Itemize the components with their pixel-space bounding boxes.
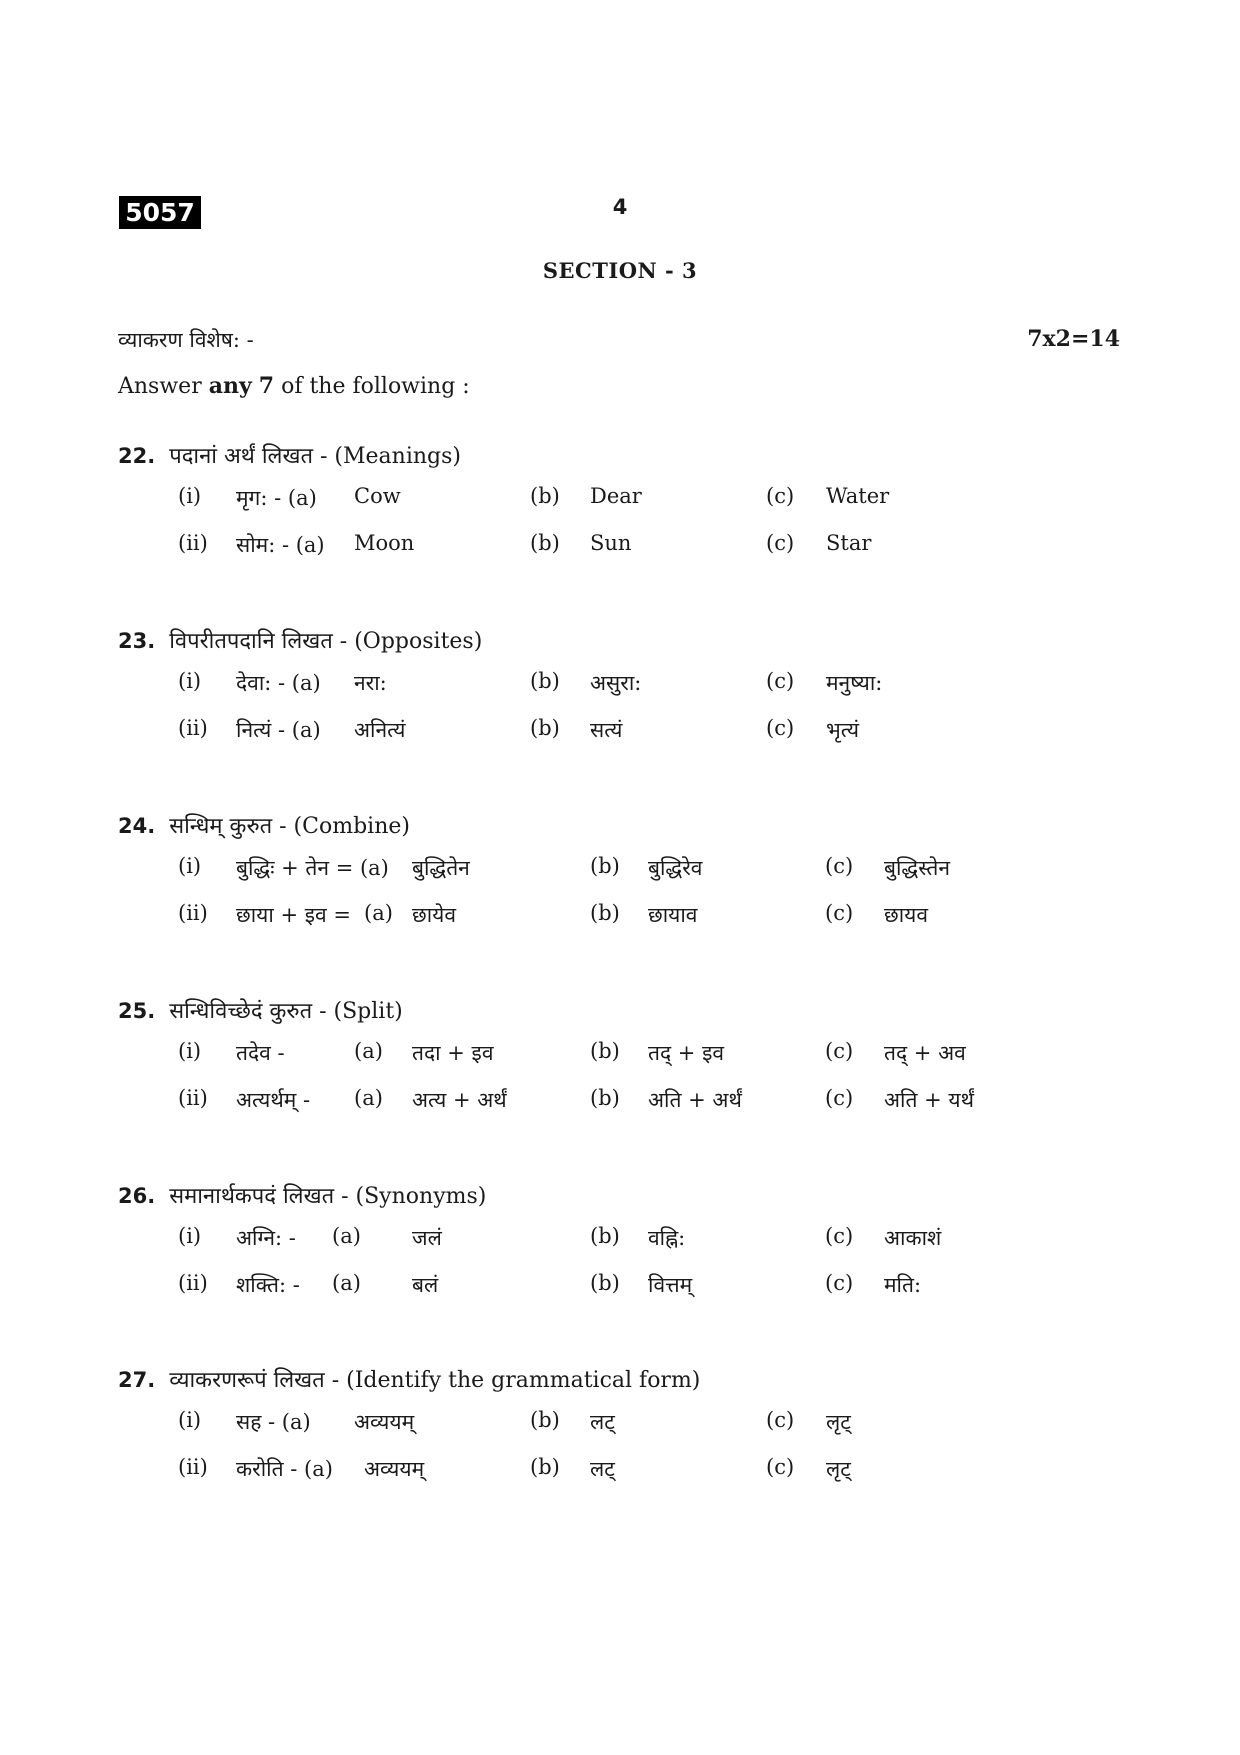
option-a-label: (a) (354, 1086, 383, 1110)
item-number: (i) (178, 484, 202, 508)
option-c-text: आकाशं (884, 1226, 942, 1250)
question-heading (118, 1364, 700, 1394)
question-title: व्याकरणरूपं लिखत - (Identify the grammatical form) (169, 1368, 701, 1393)
option-b-label: (b) (530, 1408, 560, 1432)
option-b-text: बुद्धिरेव (648, 856, 703, 880)
item-number: (i) (178, 1224, 202, 1248)
option-b-label: (b) (530, 1455, 560, 1479)
option-b-label: (b) (530, 531, 560, 555)
option-c-label: (c) (766, 1408, 795, 1432)
instruction-bold-count: 7 (258, 373, 275, 399)
option-a-text: अत्य + अर्थं (412, 1088, 507, 1112)
question-heading (118, 1180, 486, 1210)
option-a-label: (a) (354, 1039, 383, 1063)
option-c-text: अति + यर्थं (884, 1088, 974, 1112)
item-word: अत्यर्थम् - (236, 1088, 311, 1112)
instruction-bold-any: any (208, 373, 252, 399)
item-word: शक्ति: - (236, 1273, 300, 1297)
option-c-text: मति: (884, 1273, 922, 1297)
item-word: छाया + इव = (236, 903, 351, 927)
question-number: 27. (118, 1368, 156, 1392)
item-word: बुद्धिः + तेन = (a) (236, 856, 389, 880)
item-number: (ii) (178, 1455, 208, 1479)
question-number: 23. (118, 629, 156, 653)
item-word: करोति - (a) (236, 1457, 333, 1481)
question-item (0, 901, 1240, 931)
item-number: (i) (178, 1039, 202, 1063)
option-b-label: (b) (590, 1271, 620, 1295)
option-b-text: सत्यं (590, 718, 623, 742)
option-c-text: मनुष्या: (826, 671, 883, 695)
option-a-text: छायेव (412, 903, 457, 927)
item-word: सह - (a) (236, 1410, 311, 1434)
option-b-label: (b) (590, 1039, 620, 1063)
option-c-label: (c) (825, 1224, 854, 1248)
marks-label: 7x2=14 (1027, 326, 1120, 352)
option-c-text: Star (826, 531, 872, 555)
option-b-label: (b) (590, 901, 620, 925)
option-b-label: (b) (530, 484, 560, 508)
question-item (0, 854, 1240, 884)
option-c-label: (c) (825, 854, 854, 878)
question-26 (0, 1180, 1240, 1330)
question-heading (118, 625, 482, 655)
option-b-text: Sun (590, 531, 632, 555)
item-word: अग्नि: - (236, 1226, 296, 1250)
option-a-text: Moon (354, 531, 415, 555)
item-number: (i) (178, 1408, 202, 1432)
item-number: (ii) (178, 1086, 208, 1110)
option-a-text: अव्ययम् (364, 1457, 425, 1481)
option-c-text: तद् + अव (884, 1041, 966, 1065)
option-a-text: तदा + इव (412, 1041, 494, 1065)
option-c-label: (c) (825, 1086, 854, 1110)
item-word: मृग: - (a) (236, 486, 317, 510)
option-c-label: (c) (766, 1455, 795, 1479)
question-title: सन्धिविच्छेदं कुरुत - (Split) (169, 999, 403, 1024)
item-number: (ii) (178, 901, 208, 925)
option-a-text: Cow (354, 484, 401, 508)
page-number: 4 (612, 195, 628, 219)
item-number: (i) (178, 669, 202, 693)
option-b-label: (b) (590, 1086, 620, 1110)
option-a-text: अव्ययम् (354, 1410, 415, 1434)
option-b-text: अति + अर्थं (648, 1088, 742, 1112)
option-a-text: अनित्यं (354, 718, 406, 742)
option-c-text: Water (826, 484, 890, 508)
option-c-text: बुद्धिस्तेन (884, 856, 951, 880)
option-b-label: (b) (590, 854, 620, 878)
question-number: 24. (118, 814, 156, 838)
item-word: देवा: - (a) (236, 671, 321, 695)
question-23 (0, 625, 1240, 775)
instruction (118, 373, 470, 399)
question-heading (118, 810, 410, 840)
question-22 (0, 440, 1240, 590)
instruction-suffix: of the following : (281, 374, 470, 399)
item-number: (ii) (178, 716, 208, 740)
item-number: (i) (178, 854, 202, 878)
question-27 (0, 1364, 1240, 1514)
item-number: (ii) (178, 531, 208, 555)
option-a-text: जलं (412, 1226, 442, 1250)
option-b-label: (b) (530, 669, 560, 693)
question-item (0, 669, 1240, 699)
item-number: (ii) (178, 1271, 208, 1295)
option-c-label: (c) (766, 531, 795, 555)
option-a-text: नरा: (354, 671, 387, 695)
option-b-text: Dear (590, 484, 642, 508)
option-c-label: (c) (766, 716, 795, 740)
subject-heading: व्याकरण विशेष: - (118, 328, 254, 352)
question-item (0, 531, 1240, 561)
option-c-text: लृट् (826, 1457, 851, 1481)
question-24 (0, 810, 1240, 960)
question-item (0, 484, 1240, 514)
option-c-label: (c) (825, 1039, 854, 1063)
option-c-text: छायव (884, 903, 929, 927)
item-word: नित्यं - (a) (236, 718, 321, 742)
option-c-text: भृत्यं (826, 718, 860, 742)
option-a-label: (a) (364, 901, 393, 925)
question-25 (0, 995, 1240, 1145)
option-b-text: वह्नि: (648, 1226, 686, 1250)
question-item (0, 1408, 1240, 1438)
question-title: विपरीतपदानि लिखत - (Opposites) (169, 629, 483, 654)
option-c-text: लृट् (826, 1410, 851, 1434)
option-a-label: (a) (332, 1224, 361, 1248)
option-a-label: (a) (332, 1271, 361, 1295)
question-title: सन्धिम् कुरुत - (Combine) (169, 814, 410, 839)
paper-code: 5057 (119, 196, 201, 229)
option-b-text: लट् (590, 1457, 615, 1481)
option-a-text: बुद्धितेन (412, 856, 470, 880)
question-title: समानार्थकपदं लिखत - (Synonyms) (169, 1184, 487, 1209)
instruction-prefix: Answer (118, 374, 202, 399)
item-word: सोम: - (a) (236, 533, 325, 557)
option-b-text: लट् (590, 1410, 615, 1434)
option-c-label: (c) (825, 901, 854, 925)
question-item (0, 716, 1240, 746)
question-heading (118, 440, 461, 470)
option-a-text: बलं (412, 1273, 439, 1297)
question-heading (118, 995, 403, 1025)
question-item (0, 1086, 1240, 1116)
section-title: SECTION - 3 (542, 258, 698, 283)
option-b-label: (b) (530, 716, 560, 740)
question-number: 25. (118, 999, 156, 1023)
question-title: पदानां अर्थं लिखत - (Meanings) (169, 444, 461, 469)
question-number: 22. (118, 444, 156, 468)
question-item (0, 1224, 1240, 1254)
question-item (0, 1271, 1240, 1301)
question-item (0, 1455, 1240, 1485)
option-c-label: (c) (825, 1271, 854, 1295)
item-word: तदेव - (236, 1041, 285, 1065)
question-number: 26. (118, 1184, 156, 1208)
question-item (0, 1039, 1240, 1069)
option-b-text: वित्तम् (648, 1273, 693, 1297)
option-b-text: असुरा: (590, 671, 642, 695)
option-c-label: (c) (766, 669, 795, 693)
option-c-label: (c) (766, 484, 795, 508)
option-b-text: तद् + इव (648, 1041, 725, 1065)
option-b-text: छायाव (648, 903, 698, 927)
option-b-label: (b) (590, 1224, 620, 1248)
